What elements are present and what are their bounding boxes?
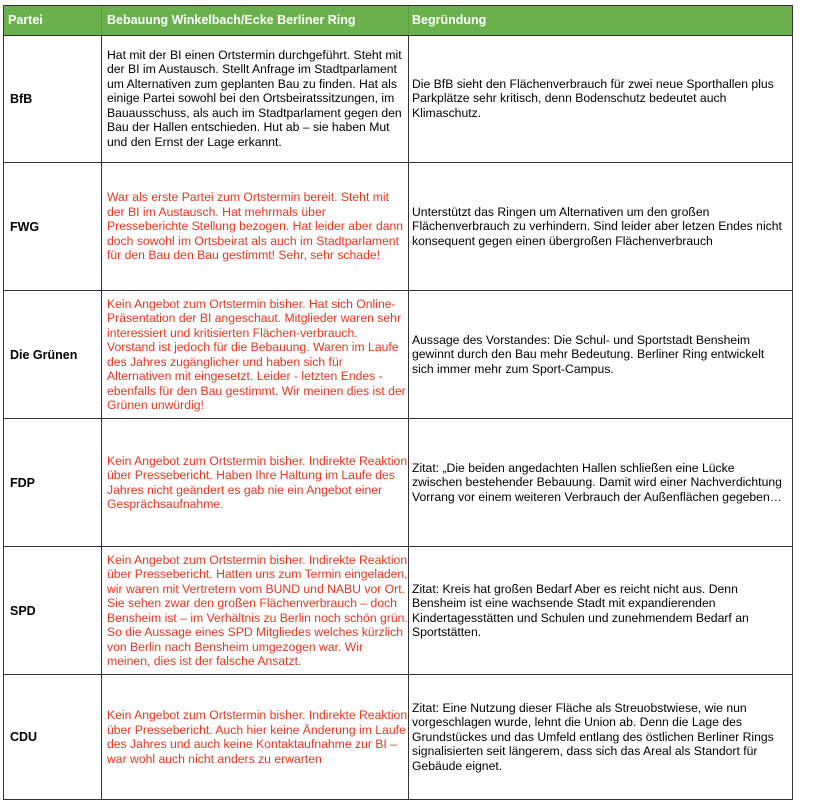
begruendung-text: Zitat: Kreis hat großen Bedarf Aber es reicht nicht aus. Denn Bensheim ist eine wachsende Stadt mit expandierenden Kindertagesstätten und Schulen und zunehmendem Bedarf an Sportstätten. (412, 581, 749, 639)
begruendung-text: Die BfB sieht den Flächenverbrauch für zwei neue Sporthallen plus Parkplätze sehr kritisch, denn Bodenschutz bedeutet auch Klimaschutz. (412, 76, 774, 120)
column-divider (101, 419, 102, 546)
party-name: FDP (10, 475, 35, 490)
begruendung-text: Aussage des Vorstandes: Die Schul- und Sportstadt Bensheim gewinnt durch den Bau mehr Bedeutung. Berliner Ring entwickelt sich immer mehr zum Sport-Campus. (412, 332, 765, 376)
column-divider (101, 547, 102, 674)
table-row-spd (4, 547, 792, 675)
table-row-fdp (4, 419, 792, 547)
table-header (4, 6, 792, 36)
header-divider-1 (101, 6, 102, 35)
table-row-bfb (4, 35, 792, 163)
table-row-gruene (4, 291, 792, 419)
party-name: FWG (10, 219, 40, 234)
column-divider (101, 163, 102, 290)
bebauung-text: Kein Angebot zum Ortstermin bisher. Indirekte Reaktion über Pressebericht. Hatten uns zum Termin eingeladen, wir waren mit Vertretern vom BUND und NABU vor Ort. Sie sehen zwar den großen Flächenverbrauch – doch Bensheim ist – im Verhältnis zu Berlin noch schön grün. So die Aussage eines SPD Mitgliedes welches kürzlich von Berlin nach Bensheim umgezogen war. Wir meinen, dies ist der falsche Ansatzt. (107, 552, 408, 668)
table-row-cdu (4, 675, 792, 799)
party-name: CDU (10, 730, 38, 744)
table-row-fwg (4, 163, 792, 291)
header-party: Partei (8, 13, 43, 27)
header-begruendung: Begründung (412, 13, 487, 27)
party-comparison-table (3, 5, 793, 800)
party-name: SPD (10, 603, 36, 618)
column-divider (101, 291, 102, 418)
bebauung-text: War als erste Partei zum Ortstermin bereit. Steht mit der BI im Austausch. Hat mehrmals über Presseberichte Stellung bezogen. Hat leider aber dann doch sowohl im Ortsbeirat als auch im Stadtparlament für den Bau den Bau gestimmt! Sehr, sehr schade! (107, 190, 404, 263)
bebauung-text: Kein Angebot zum Ortstermin bisher. Indirekte Reaktion über Pressebericht. Haben Ihre Haltung im Laufe des Jahres nicht geändert es gab nie ein Angebot einer Gesprächsaufnahme. (107, 453, 408, 511)
column-divider (101, 675, 102, 799)
header-divider-2 (408, 6, 409, 35)
begruendung-text: Unterstützt das Ringen um Alternativen um den großen Flächenverbrauch zu verhindern. Sind leider aber letzen Endes nicht konsequent gegen einen übergroßen Flächenverbrauch (412, 204, 782, 248)
party-name: BfB (10, 91, 33, 106)
begruendung-text: Zitat: Eine Nutzung dieser Fläche als Streuobstwiese, wie nun vorgeschlagen wurde, lehnt die Union ab. Denn die Lage des Grundstückes und das Umfeld entlang des östlichen Berliner Rings signalisierten seit längerem, dass sich das Areal als Standort für Gebäude eignet. (412, 700, 774, 773)
bebauung-text: Kein Angebot zum Ortstermin bisher. Hat sich Online-Präsentation der BI angeschaut. Mitglieder waren sehr interessiert und kritisierten Flächen-verbrauch. Vorstand ist jedoch für die Bebauung. Waren im Laufe des Jahres zugänglicher und haben sich für Alternativen mit eingesetzt. Leider - letzten Endes - ebenfalls für den Bau gestimmt. Wir meinen dies ist der Grünen unwürdig! (107, 296, 406, 412)
party-name: Die Grünen (10, 347, 78, 362)
column-divider (101, 35, 102, 162)
bebauung-text: Kein Angebot zum Ortstermin bisher. Indirekte Reaktion über Pressebericht. Auch hier keine Änderung im Laufe des Jahres und auch keine Kontaktaufnahme zur BI – war wohl auch nicht anders zu erwarten (107, 708, 408, 766)
bebauung-text: Hat mit der BI einen Ortstermin durchgeführt. Steht mit der BI im Austausch. Stellt Anfrage im Stadtparlament um Alternativen zum geplanten Bau zu finden. Hat als einige Partei sowohl bei den Ortsbeiratssitzungen, im Bauausschuss, als auch im Stadtparlament gegen den Bau der Hallen entschieden. Hut ab – sie haben Mut und den Ernst der Lage erkannt. (107, 47, 402, 149)
begruendung-text: Zitat: „Die beiden angedachten Hallen schließen eine Lücke zwischen bestehender Bebauung. Damit wird einer Nachverdichtung Vorrang vor einem weiteren Verbrauch der Außenflächen gegeben… (412, 460, 782, 504)
header-bebauung: Bebauung Winkelbach/Ecke Berliner Ring (107, 13, 356, 27)
